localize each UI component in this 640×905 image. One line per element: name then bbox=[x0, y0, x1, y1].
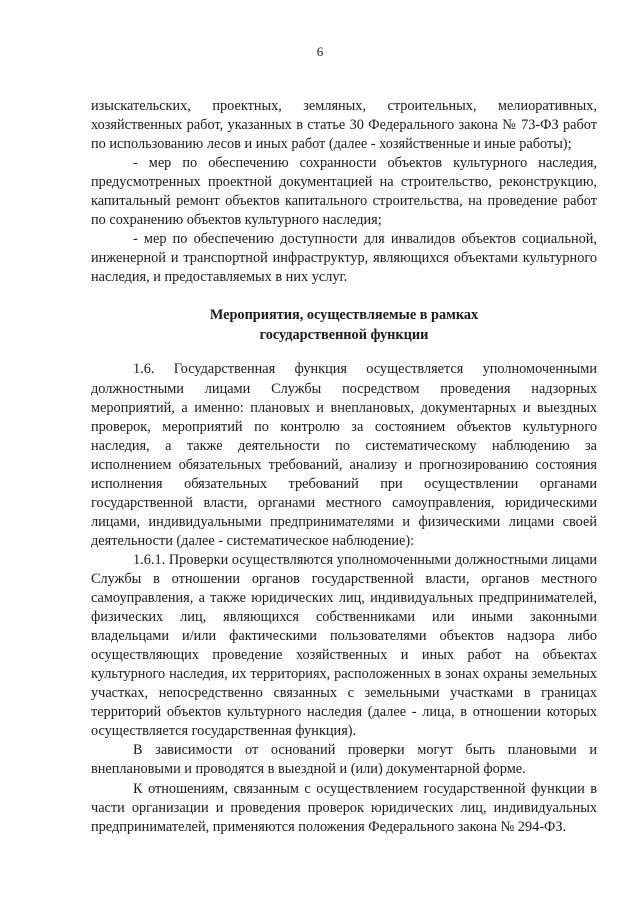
paragraph-continuation: изыскательских, проектных, земляных, строительных, мелиоративных, хозяйственных работ, указанных в статье 30 Федерального закона № 73-ФЗ работ по использованию лесов и иных работ (далее - хозяйственные и иные работы); bbox=[91, 98, 597, 153]
section-heading-line-1: Мероприятия, осуществляемые в рамках bbox=[209, 307, 479, 324]
paragraph-1-6: 1.6. Государственная функция осуществляется уполномоченными должностными лицами Службы посредством проведения надзорных мероприятий, а именно: плановых и внеплановых, документарных и выездных проверок, мероприятий по контролю за состоянием объектов культурного наследия, а также деятельности по систематическому наблюдению за исполнением обязательных требований, анализу и прогнозированию состояния исполнения обязательных требований при осуществлении органами государственной власти, органами местного самоуправления, юридическими лицами, индивидуальными предпринимателями и физическими лицами своей деятельности (далее - систематическое наблюдение): bbox=[91, 361, 597, 549]
paragraph-inspection-types: В зависимости от оснований проверки могут быть плановыми и внеплановыми и проводятся в выездной и (или) документарной форме. bbox=[91, 742, 597, 778]
page-number: 6 bbox=[316, 44, 324, 59]
document-body bbox=[91, 97, 597, 837]
paragraph-list-item: - мер по обеспечению сохранности объектов культурного наследия, предусмотренных проектной документацией на строительство, реконструкцию, капитальный ремонт объектов капитального строительства, на проведение работ по сохранению объектов культурного наследия; bbox=[91, 155, 597, 229]
section-heading bbox=[91, 306, 597, 345]
paragraph-applicable-law: К отношениям, связанным с осуществлением государственной функции в части организации и проведения проверок юридических лиц, индивидуальных предпринимателей, применяются положения Федерального закона № 294-ФЗ. bbox=[91, 780, 597, 835]
section-heading-line-2: государственной функции bbox=[259, 326, 429, 343]
paragraph-1-6-1: 1.6.1. Проверки осуществляются уполномоченными должностными лицами Службы в отношении органов государственной власти, органов местного самоуправления, а также юридических лиц, индивидуальных предпринимателей, физических лиц, являющихся собственниками или иными законными владельцами и/или фактическими пользователями объектов надзора либо осуществляющих проведение хозяйственных и иных работ на объектах культурного наследия, их территориях, расположенных в зонах охраны земельных участках, непосредственно связанных с земельными участками в границах территорий объектов культурного наследия (далее - лица, в отношении которых осуществляется государственная функция). bbox=[91, 551, 597, 740]
paragraph-list-item: - мер по обеспечению доступности для инвалидов объектов социальной, инженерной и транспортной инфраструктур, являющихся объектами культурного наследия, и предоставляемых в них услуг. bbox=[91, 231, 597, 286]
